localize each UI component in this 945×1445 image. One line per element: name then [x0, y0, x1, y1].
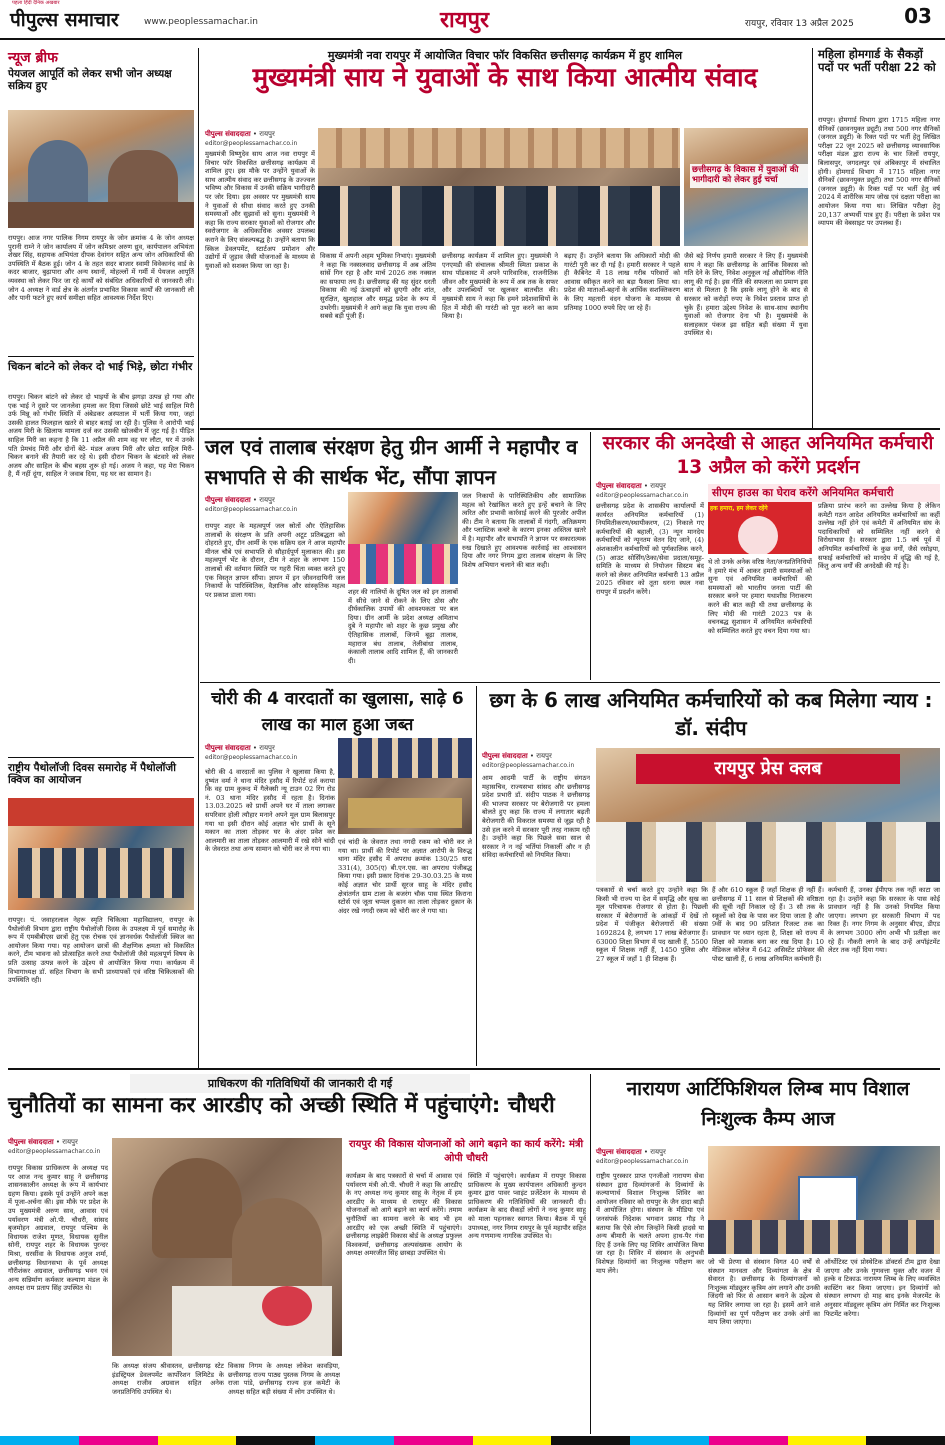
news-brief-label: न्यूज ब्रीफ [8, 50, 58, 66]
logo-text: पीपुल्स समाचार [10, 9, 119, 31]
lead-email[interactable]: editor@peoplessamachar.co.in [205, 140, 298, 147]
irregular-col-4: कर्मचारी हैं, उनका ईपीएफ तक नहीं काटा जा रहा है। उन्होंने कहा कि सरकार के पास कोई प्रावधान नहीं है कि उनको नियमित किया जाएगा। लगभग हर सरकारी विभाग में पद रिक्त हैं। नगर निगम के अनुसार बीएड, डीएड के लगभग 3000 लोग अभी भी प्रतीक्षा कर रहे हैं। नौकरी लगने के बाद उन्हें अपॉइंटमेंट लेटर तक नहीं दिया गया। [828, 886, 940, 955]
limb-camp-byline: पीपुल्स संवाददाता • रायपुर editor@peoplessamachar.co.in [596, 1148, 706, 1166]
irregular-col-1: आम आदमी पार्टी के राष्ट्रीय संगठन महासचिव, राज्यसभा सांसद और छत्तीसगढ़ प्रदेश प्रभारी डॉ. संदीप पाठक ने छत्तीसगढ़ की भाजपा सरकार पर बेरोजगारी पर हमला बोलते हुए कहा कि राज्य में लगातार बढ़ती बेरोजगारी की विकराल समस्या से जूझ रही है उसे हल करने में सरकार पूरी तरह नाकाम रही है। उन्होंने कहा कि पिछले सवा साल से सरकार ने न नई भर्तियां निकालीं और न ही संविदा कर्मचारियों को नियमित किया। [482, 774, 590, 860]
newspaper-logo[interactable] [10, 6, 150, 32]
theft-byline-desk: पीपुल्स संवाददाता [205, 744, 251, 752]
protest-poster-text: हक हमारा, हम लेकर रहेंगे [710, 505, 768, 512]
limb-camp-headline: नारायण आर्टिफिशियल लिम्ब माप विशाल निःशुल्क कैम्प आज [626, 1078, 910, 1130]
irregular-photo [596, 748, 940, 882]
lead-byline-desk: पीपुल्स संवाददाता [205, 130, 251, 138]
rda-byline-desk: पीपुल्स संवाददाता [8, 1138, 54, 1146]
green-army-photo [348, 492, 458, 584]
brief-1-title: पेयजल आपूर्ति को लेकर सभी जोन अध्यक्ष सक्रिय हुए [8, 68, 172, 93]
theft-byline: पीपुल्स संवाददाता • रायपुर editor@peoplessamachar.co.in [205, 744, 335, 762]
protest-col-3: प्रक्रिया प्रारंभ करने का उल्लेख किया है लेकिन कमेटी गठन आदेश अनियमित कर्मचारियों का कहीं उल्लेख नहीं होने एवं कमेटी में अनियमित संघ के पदाधिकारियों को सम्मिलित नहीं करने से विरोधाभास है। सरकार द्वारा 1.5 वर्ष पूर्व में अनियमित कर्मचारियों के कुछ वर्गों, जैसे रसोइया, सफाई कर्मचारियों को मानदेय में वृद्धि की गई है, किंतु अन्य वर्गों की अनदेखी की गई है। [818, 502, 940, 571]
lead-photo-main [318, 128, 680, 246]
brief-3-body: रायपुर। पं. जवाहरलाल नेहरू स्मृति चिकित्सा महाविद्यालय, रायपुर के पैथोलॉजी विभाग द्वारा राष्ट्रीय पैथोलॉजी दिवस के उपलक्ष्य में पूर्व समारोह के रूप में एमबीबीएस छात्रों हेतु एक रोचक एवं ज्ञानवर्धक पैथोलॉजी क्विज का आयोजन किया गया। यह आयोजन छात्रों की शैक्षणिक क्षमता को विकसित करने, टीम भावना को प्रोत्साहित करने तथा पैथोलॉजी जैसे महत्वपूर्ण विषय के प्रति उत्साह उत्पन्न करने के उद्देश्य से आयोजित किया गया। कार्यक्रम में विभागाध्यक्ष डॉ. सहित विभाग के सभी प्राध्यापकों एवं वरिष्ठ चिकित्सकों की उपस्थिति रही। [8, 916, 194, 985]
section-rule-1 [200, 428, 940, 430]
rda-col-2: कि अध्यक्ष संजय श्रीवास्तव, छत्तीसगढ़ स्टेट इंडस्ट्रियल डेवलपमेंट कार्पोरेशन लिमिटेड के अध्यक्ष राजीव अग्रवाल सहित अनेक जनप्रतिनिधि उपस्थित थे। [112, 1362, 224, 1396]
brief-1-body: रायपुर। आज नगर पालिक निगम रायपुर के जोन क्रमांक 4 के जोन अध्यक्ष पुरानी राम्ने ने जोन कार्यालय में जोन कमिश्नर अरुण ध्रुव, कार्यपालन अभियंता शेखर सिंह, सहायक अभियंता दीपक देवांगन सहित अन्य जोन अधिकारियों की उपस्थिति में बैठक हुई। जोन 4 के तहत सदर बाजार स्वामी विवेकानंद वार्ड के कदर बाजार, बुढ़ापारा और अन्य स्थानों, मोहल्लों में गर्मी में पेयजल आपूर्ति व्यवस्था को लेकर फिर जा रहे कार्यों को संबंधित अधिकारियों से जानकारी ली। जोन 4 अध्यक्ष ने वार्ड क्षेत्र के अंतर्गत प्रभावित विकास कार्यों की जानकारी ली और पानी फटने हुए कार्य समीक्षा सहित आवश्यक निर्देश दिए। [8, 234, 194, 303]
logo-tagline: पहला हिंदी दैनिक अखबार [12, 0, 60, 6]
protest-poster [708, 502, 812, 554]
theft-byline-city: रायपुर [259, 744, 275, 752]
lead-byline: पीपुल्स संवाददाता • रायपुर editor@peoplessamachar.co.in [205, 130, 315, 148]
city-title: रायपुर [440, 8, 489, 33]
lead-byline-city: रायपुर [259, 130, 275, 138]
green-army-email[interactable]: editor@peoplessamachar.co.in [205, 506, 298, 513]
protest-subhead: सीएम हाउस का घेराव करेंगे अनियमित कर्मचारी [708, 484, 940, 502]
theft-headline: चोरी की 4 वारदातों का खुलासा, साढ़े 6 लाख का माल हुआ जब्त [211, 689, 464, 735]
lead-headline: मुख्यमंत्री साय ने युवाओं के साथ किया आत्मीय संवाद [252, 63, 758, 93]
protest-col-1: छत्तीसगढ़ प्रदेश के शासकीय कार्यालयों में कार्यरत अनियमित कर्मचारियों (1) नियमितीकरण/स्थायीकरण, (2) निकाले गए कर्मचारियों की बहाली, (3) न्यून मानदेय कर्मचारियों को न्यूनतम वेतन दिए जाने, (4) अंशकालीन कर्मचारियों को पूर्णकालिक करने, (5) आउट सोर्सिंग/ठेका/सेवा प्रदाता/समूह-समिति के माध्यम से नियोजन सिस्टम बंद करने को लेकर अनियमित कर्मचारी 13 अप्रैल 2025 रविवार को तूता धरना स्थल नवा रायपुर में प्रदर्शन करेंगे। [596, 502, 704, 596]
page-number: 03 [904, 4, 932, 28]
column-rule-right [812, 48, 813, 428]
green-army-col-2: शहर की नालियों के दूषित जल को इन तालाबों में सीधे जाने से रोकने के लिए ठोस और दीर्घकालिक उपायों की आवश्यकता पर बल दिया। ग्रीन आर्मी के प्रदेश अध्यक्ष अमिताभ दुबे ने महापौर को शहर के कुछ प्रमुख और ऐतिहासिक तालाबों, जिनमें बूढ़ा तालाब, महाराज बंध तालाब, तेलीबांधा तालाब, कंकाली तालाब आदि शामिल हैं, की जानकारी दी। [348, 588, 458, 665]
rda-photo [112, 1138, 342, 1356]
rda-col-3: विकास निगम के अध्यक्ष लोकेश कावड़िया, छत्तीसगढ़ राज्य पाठ्य पुस्तक निगम के अध्यक्ष राजा पांडे, छत्तीसगढ़ राज्य हज कमेटी के अध्यक्ष सहित बड़ी संख्या में लोग उपस्थित थे। [228, 1362, 340, 1396]
brief-2-title: चिकन बांटने को लेकर दो भाई भिड़े, छोटा गंभीर [8, 361, 193, 373]
section-rule-3 [8, 1068, 940, 1070]
rda-col-1: रायपुर विकास प्राधिकरण के अध्यक्ष पद पर आज नन्द कुमार साहू ने छत्तीसगढ़ शासनकालीन अध्यक्ष के रूप में कार्यभार ग्रहण किया। इसके पूर्व उन्होंने अपने कक्ष में पूजा-अर्चना की। इस मौके पर प्रदेश के उप मुख्यमंत्री अरुण साव, आवास एवं पर्यावरण मंत्री ओ.पी. चौधरी, सांसद बृजमोहन अग्रवाल, रायपुर पश्चिम के विधायक राजेश मूणत, विधायक सुनील सोनी, रायपुर शहर के विधायक पुरन्दर मिश्रा, धरसींवा के विधायक अनुज शर्मा, छत्तीसगढ़ विधानसभा के पूर्व अध्यक्ष गौरीशंकर अग्रवाल, छत्तीसगढ़ भवन एवं अन्य सन्निर्माण कर्मकार कल्याण मंडल के अध्यक्ष राम प्रताप सिंह उपस्थित थे। [8, 1164, 108, 1293]
irregular-col-2: पत्रकारों से चर्चा करते हुए उन्होंने कहा कि किसी भी राज्य या देश में समृद्धि और सुख का मूल परिचायक रोजगार से होता है। पिछली सरकार में बेरोजगारों के आंकड़ों में देखें तो प्रदेश में पंजीकृत बेरोजगारों की संख्या 1692824 है, लगभग 17 लाख बेरोजगार हैं। 63000 शिक्षा विभाग में पद खाली हैं, 5500 स्कूल में शिक्षक नहीं हैं, 1450 पुलिस और 27 स्कूल में जहाँ 1 ही शिक्षक हैं। [596, 886, 708, 963]
limb-camp-email[interactable]: editor@peoplessamachar.co.in [596, 1158, 689, 1165]
irregular-headline: छग के 6 लाख अनियमित कर्मचारियों को कब मिलेगा न्याय : डॉ. संदीप [489, 688, 933, 740]
limb-camp-photo [708, 1146, 940, 1254]
rda-sub-col-1: कार्यक्रम के बाद पत्रकारों से चर्चा में आवास एवं पर्यावरण मंत्री ओ.पी. चौधरी ने कहा कि आरडीए के नए अध्यक्ष नन्द कुमार साहू के नेतृत्व में हम आरडीए के माध्यम से रायपुर की विकास योजनाओं को आगे बढ़ाने का कार्य करेंगे। तमाम चुनौतियों का सामना करने के बाद भी हम आरडीए को एक अच्छी स्थिति में पहुंचाएंगे। छत्तीसगढ़ लाइब्रेरी विकास बोर्ड के अध्यक्ष प्रफुल्ल विश्वकर्मा, छत्तीसगढ़ अल्पसंख्यक आयोग के अध्यक्ष अमरजीत सिंह छाबड़ा उपस्थित थे। [346, 1172, 462, 1258]
green-army-byline-city: रायपुर [259, 496, 275, 504]
protest-col-2: थे तो उनके अनेक वरिष्ठ नेता/जनप्रतिनिधियों ने हमारे मंच में आकर हमारी समस्याओं को सुना एवं अनियमित कर्मचारियों की समस्याओं को भारतीय जनता पार्टी की सरकार बनने पर हमारा यथाशीघ्र निराकरण करने की बात कही थी तथा छत्तीसगढ़ के लिए मोदी की गारंटी 2023 पत्र के वचनबद्ध सुशासन में अनियमित कर्मचारियों को सम्मिलित करते हुए वचन दिया गया था। [708, 558, 812, 635]
protest-byline: पीपुल्स संवाददाता • रायपुर editor@peoplessamachar.co.in [596, 482, 706, 500]
green-army-col-1: रायपुर शहर के महत्वपूर्ण जल स्रोतों और ऐतिहासिक तालाबों के संरक्षण के प्रति अपनी अटूट प्रतिबद्धता को दोहराते हुए, ग्रीन आर्मी के एक सक्रिय दल ने आज महापौर मीनल चौबे एवं सभापति से सौहार्दपूर्ण मुलाकात की। इस महत्वपूर्ण भेंट के दौरान, टीम ने शहर के लगभग 150 तालाबों की वर्तमान स्थिति पर गहरी चिंता व्यक्त करते हुए एक विस्तृत ज्ञापन सौंपा। ज्ञापन में इन जीवनदायिनी जल निकायों के पारिस्थितिक, वैज्ञानिक और सांस्कृतिक महत्व पर प्रकाश डाला गया। [205, 522, 345, 599]
website-link[interactable]: www.peoplessamachar.in [144, 17, 258, 27]
protest-headline: सरकार की अनदेखी से आहत अनियमित कर्मचारी 13 अप्रैल को करेंगे प्रदर्शन [602, 433, 934, 478]
theft-email[interactable]: editor@peoplessamachar.co.in [205, 754, 298, 761]
limb-camp-col-2: जो भी प्रेरणा से संस्थान विगत 40 वर्षों से संस्थान मानवता और दिव्यांगता के क्षेत्र में सेवारत है। छत्तीसगढ़ के दिव्यांगजनों को निःशुल्क मॉड्यूलर कृत्रिम अंग लगाने और उनकी जिंदगी को फिर से आसान बनाने के उद्देश्य से यह शिविर लगाया जा रहा है। इसमें आने वाले दिव्यांगों का पूर्ण परीक्षण कर उनके अंगों का माप लिया जाएगा। [708, 1258, 820, 1327]
lead-col-2: विकास में अपनी अहम भूमिका निभाएं। मुख्यमंत्री ने कहा कि नक्सलवाद छत्तीसगढ़ में अब अंतिम सांसें गिन रहा है और मार्च 2026 तक नक्सल का सफाया तय है। छत्तीसगढ़ की यह सुंदर धरती विकास की नई ऊंचाइयों को छूएगी और शांत, सुरक्षित, खुशहाल और समृद्ध प्रदेश के रूप में उभरेगी। मुख्यमंत्री ने आगे कहा कि युवा राज्य की सबसे बड़ी पूंजी हैं। [320, 252, 436, 321]
brief-3-title: राष्ट्रीय पैथोलॉजी दिवस समारोह में पैथोलॉजी क्विज का आयोजन [8, 762, 176, 787]
brief-2-body: रायपुर। चिकन बांटने को लेकर दो भाइयों के बीच झगड़ा उत्पन्न हो गया और एक भाई ने दूसरे पर जानलेवा हमला कर दिया जिससे छोटे भाई साहिल मिरी उर्फ मिन्नू को गंभीर स्थिति में अंबेडकर अस्पताल में भर्ती किया गया, जहां उसकी हालत फिलहाल खतरे से बाहर बताई जा रही है। पुलिस ने आरोपी भाई अजय मिरी के खिलाफ मामला दर्ज कर उसकी खोजबीन में जुट गई है। पीड़ित साहिल मिरी का कहना है कि 11 अप्रैल की शाम वह घर लौटा, घर में उनके पति प्रेमचंद मिरी और दोनों बेटे- मंडल अजय मिरी और छोटा साहिल मिरी-चिकन बनाने की तैयारी कर रहे थे। इसी दौरान चिकन के बंटवारे को लेकर अजय और साहिल के बीच बहस शुरू हो गई। अजय ने कहा, यह मेरा चिकन है, मैं नहीं दूंगा, साहिल ने जवाब दिया, यह घर का सामान है। [8, 393, 194, 479]
lead-sidebar-body: जैसे बड़े निर्णय हमारी सरकार ने लिए हैं। मुख्यमंत्री साय ने कहा कि छत्तीसगढ़ के आर्थिक विकास को गति देने के लिए, निवेश अनुकूल नई औद्योगिक नीति लागू की गई है। इस नीति की सफलता का प्रमाण इस बात से मिलता है कि इसके लागू होने के बाद से सरकार को करोड़ों रुपए के निवेश प्रस्ताव प्राप्त हो चुके हैं। हमारा उद्देश्य निवेश के साथ-साथ स्थानीय युवाओं को रोजगार देना भी है। मुख्यमंत्री के सलाहकार पंकज झा सहित बड़ी संख्या में युवा उपस्थित थे। [684, 252, 808, 338]
news-brief-section [8, 48, 194, 1088]
brief-3-photo [8, 798, 194, 910]
color-registration-bar [0, 1436, 945, 1445]
lead-sidebar-head: छत्तीसगढ़ के विकास में युवाओं की भागीदारी को लेकर हुई चर्चा [690, 164, 808, 188]
irregular-byline: पीपुल्स संवाददाता • रायपुर editor@peoplessamachar.co.in [482, 752, 592, 770]
green-army-byline: पीपुल्स संवाददाता • रायपुर editor@peoplessamachar.co.in [205, 496, 345, 514]
brief-divider-2 [8, 757, 194, 758]
green-army-headline: जल एवं तालाब संरक्षण हेतु ग्रीन आर्मी ने महापौर व सभापति से की सार्थक भेंट, सौंपा ज्ञापन [205, 435, 578, 489]
irregular-byline-city: रायपुर [536, 752, 552, 760]
homeguard-body: रायपुर। होमगार्ड विभाग द्वारा 1715 महिला नगर सैनिकों (छावनयुक्त ड्यूटी) तथा 500 नगर सैनिकों (जनरल ड्यूटी) के रिक्त पदों पर भर्ती हेतु लिखित परीक्षा 22 जून 2025 को छत्तीसगढ़ व्यावसायिक परीक्षा मंडल द्वारा राज्य के चार जिलों रायपुर, बिलासपुर, जगदलपुर एवं अंबिकापुर में संचालित होगी। होमगार्ड विभाग में 1715 महिला नगर सैनिकों (छावनयुक्त ड्यूटी) तथा 500 नगर सैनिकों (जनरल ड्यूटी) के रिक्त पदों पर भर्ती हेतु वर्ष 2024 में शारीरिक माप जोख एवं दक्षता परीक्षा का आयोजन किया गया था। लिखित परीक्षा हेतु 20,137 अभ्यर्थी पात्र हुए हैं। परीक्षा के प्रवेश पत्र व्यापम की वेबसाइट पर उपलब्ध हैं। [818, 116, 940, 228]
lead-col-1: मुख्यमंत्री विष्णुदेव साय आज नवा रायपुर में विचार फॉर विकसित छत्तीसगढ़ कार्यक्रम में शामिल हुए। इस मौके पर उन्होंने युवाओं के साथ आत्मीय संवाद कर छत्तीसगढ़ के उज्ज्वल भविष्य और विकास में उनकी सक्रिय भागीदारी पर जोर दिया। इस अवसर पर मुख्यमंत्री साय ने युवाओं से सीधा संवाद करते हुए उनकी समस्याओं और सुझावों को सुना। मुख्यमंत्री ने कहा कि राज्य सरकार युवाओं को रोजगार और स्वरोजगार के अधिकाधिक अवसर उपलब्ध कराने के लिए संकल्पबद्ध है। उन्होंने बताया कि स्किल डेवलपमेंट, स्टार्टअप प्रमोशन और उद्योगों में जुड़ाव जैसी योजनाओं के माध्यम से युवाओं को सशक्त किया जा रहा है। [205, 150, 315, 270]
limb-camp-byline-desk: पीपुल्स संवाददाता [596, 1148, 642, 1156]
lead-col-4: बढ़ाए हैं। उन्होंने बताया कि अधिकारों मोदी की गारंटी पूरी कर दी गई है। हमारी सरकार ने पहले ही कैबिनेट में 18 लाख गरीब परिवारों को आवास स्वीकृत करने का बड़ा फैसला लिया था। प्रदेश की माताओं-बहनों के आर्थिक सशक्तिकरण के लिए महतारी वंदन योजना के माध्यम से प्रतिमाह 1000 रुपये दिए जा रहे हैं। [564, 252, 680, 312]
protest-byline-city: रायपुर [650, 482, 666, 490]
rda-headline: चुनौतियों का सामना कर आरडीए को अच्छी स्थिति में पहुंचाएंगे: चौधरी [8, 1093, 555, 1118]
protest-byline-desk: पीपुल्स संवाददाता [596, 482, 642, 490]
press-club-banner: रायपुर प्रेस क्लब [636, 754, 900, 784]
theft-col-2: एवं चांदी के जेवरात तथा नगदी रकम को चोरी कर ले गया था। प्रार्थी की रिपोर्ट पर अज्ञात आरोपी के विरुद्ध थाना मंदिर हसौद में अपराध क्रमांक 130/25 धारा 331(4), 305(ए) बी.एन.एस. का अपराध पंजीबद्ध किया गया। इसी प्रकार दिनांक 29-30.03.25 के मध्य कोई अज्ञात चोर प्रार्थी सूरज साहू के मंदिर हसौद क्षेत्रांतर्गत ग्राम टाला के बजरंग चौक पास स्थित किराना स्टोर्स एवं जूता चप्पल दुकान का ताला तोड़कर दुकान के अंदर रखे नगदी रकम को चोरी कर ले गया था। [338, 838, 472, 915]
green-army-byline-desk: पीपुल्स संवाददाता [205, 496, 251, 504]
brief-1-photo [8, 110, 194, 228]
issue-date: रायपुर, रविवार 13 अप्रैल 2025 [745, 19, 854, 29]
theft-photo [338, 738, 472, 834]
irregular-col-3: हैं और 610 स्कूल हैं जहाँ शिक्षक ही नहीं हैं। छत्तीसगढ़ में 11 साल से शिक्षकों की वरिष्ठता की सूची नहीं निकाल रहे हैं। 3 सौ तक के स्कूलों को देख के पास कर दिया जाता है और 9वीं के बाद 90 प्रतिशत रिजल्ट तक का प्रावधान पर ध्यान रहता है, शिक्षा को राज्य में शिक्षा को मजाक बना कर रख दिया है। 10 मेडिकल कॉलेज में 642 असिस्टेंट प्रोफेसर की पोस्ट खाली हैं, 6 लाख अनियमित कर्मचारी हैं। [712, 886, 824, 963]
protest-email[interactable]: editor@peoplessamachar.co.in [596, 492, 689, 499]
rda-subhead: रायपुर की विकास योजनाओं को आगे बढ़ाने का कार्य करेंगे: मंत्री ओपी चौधरी [348, 1139, 584, 1164]
limb-camp-byline-city: रायपुर [650, 1148, 666, 1156]
lead-kicker: मुख्यमंत्री नवा रायपुर में आयोजित विचार फॉर विकसित छत्तीसगढ़ कार्यक्रम में हुए शामिल [327, 49, 683, 62]
irregular-email[interactable]: editor@peoplessamachar.co.in [482, 762, 575, 769]
column-rule-mid [590, 432, 591, 680]
limb-camp-col-1: राष्ट्रीय पुरस्कार प्राप्त एनजीओ नारायण सेवा संस्थान द्वारा दिव्यांगजनों के दिव्यांगों के कल्याणार्थ विशाल निःशुल्क शिविर का आयोजन रविवार को रायपुर के जैन दादा बाड़ी में आयोजित होगा। संस्थान के मीडिया एवं जनसंपर्क निदेशक भगवान प्रसाद गौड़ ने बताया कि ऐसे लोग जिन्होंने किसी हादसे या अन्य बीमारी के चलते अपना हाथ-पैर गंवा दिए हैं उनके लिए यह शिविर आयोजित किया जा रहा है। शिविर में संस्थान के अनुभवी विशेषज्ञ दिव्यांगों का निःशुल्क परीक्षण कर माप लेंगे। [596, 1172, 704, 1275]
rda-byline-city: रायपुर [62, 1138, 78, 1146]
limb-camp-col-3: ऑर्थोटिस्ट एवं प्रोस्थेटिक डॉक्टर्स टीम द्वारा देखा जाएगा और उनके गुणवत्ता युक्त और वजन में हल्के व टिकाऊ नारायण लिम्ब के लिए व्यवस्थित कास्टिंग कर किया जाएगा। इन दिव्यांगों को संस्थान लगभग दो माह बाद इनके मेजरमेंट के अनुसार मॉड्यूलर कृत्रिम अंग निर्मित कर निःशुल्क फिटमेंट करेगा। [824, 1258, 940, 1318]
homeguard-headline: महिला होमगार्ड के सैकड़ों पदों पर भर्ती परीक्षा 22 को [818, 47, 936, 75]
section-rule-2 [200, 682, 940, 683]
irregular-byline-desk: पीपुल्स संवाददाता [482, 752, 528, 760]
lead-col-3: छत्तीसगढ़ कार्यक्रम में शामिल हुए। मुख्यमंत्री ने एनएमडी की संचालक श्रीमती स्मिता प्रकाश के साथ पॉडकास्ट में अपने पारिवारिक, राजनीतिक जीवन और मुख्यमंत्री के रूप में अब तक के सफर और उपलब्धियों पर खुलकर बातचीत की। मुख्यमंत्री साय ने कहा कि हमने प्रदेशवासियों के हित में मोदी की गारंटी को पूरा करने का काम किया है। [442, 252, 558, 321]
rda-byline: पीपुल्स संवाददाता • रायपुर editor@peoplessamachar.co.in [8, 1138, 108, 1156]
theft-col-1: चोरी की 4 वारदातों का पुलिस ने खुलासा किया है, दुष्यंत वर्मा ने थाना मंदिर हसौद में रिपोर्ट दर्ज कराया कि वह ग्राम कुरूद में गैलेक्सी न्यू टाउन 02 रिंग रोड नं. 03 थाना मंदिर हसौद में रहता है। दिनांक 13.03.2025 को प्रार्थी अपने घर में ताला लगाकर सपरिवार होली त्यौहार मनाने अपने मूल ग्राम बिलासपुर गया था इसी दौरान कोई अज्ञात चोर प्रार्थी के सूने मकान का ताला तोड़कर घर के अंदर प्रवेश कर आलमारी का ताला तोड़कर आलमारी में रखे सोने चांदी के जेवरात तथा अन्य सामान को चोरी कर ले गया था। [205, 768, 335, 854]
column-rule-bottom [590, 1074, 591, 1434]
green-army-col-3: जल निकायों के पारिस्थितिकीय और सामाजिक महत्व को रेखांकित करते हुए इन्हें बचाने के लिए त्वरित और प्रभावी कार्रवाई करने की पुरजोर अपील की। टीम ने बताया कि तालाबों में गंदगी, अतिक्रमण और प्लास्टिक कचरे के कारण इनका अस्तित्व खतरे में है। महापौर और सभापति ने ज्ञापन पर सकारात्मक रुख दिखाते हुए आवश्यक कार्रवाई का आश्वासन दिया और नगर निगम द्वारा तालाब संरक्षण के लिए विशेष अभियान चलाने की बात कही। [462, 492, 586, 569]
column-rule-left [198, 48, 199, 1068]
rda-email[interactable]: editor@peoplessamachar.co.in [8, 1148, 101, 1155]
rda-kicker: प्राधिकरण की गतिविधियों की जानकारी दी गई [130, 1074, 470, 1093]
rda-sub-col-2: स्थिति में पहुंचाएंगे। कार्यक्रम में रायपुर विकास प्राधिकरण के मुख्य कार्यपालन अधिकारी कुन्दन कुमार द्वारा पावर प्वाइंट प्रजेंटेशन के माध्यम से प्राधिकरण की गतिविधियों की जानकारी दी। कार्यक्रम के बाद सैकड़ों लोगों ने नन्द कुमार साहू को माला पहनाकर स्वागत किया। बैठक में पूर्व उपाध्यक्ष, नगर निगम रायपुर के पूर्व महापौर सहित अन्य गणमान्य नागरिक उपस्थित थे। [468, 1172, 586, 1241]
column-rule-theft [476, 686, 477, 1066]
brief-divider-1 [8, 356, 194, 357]
masthead [0, 0, 945, 40]
